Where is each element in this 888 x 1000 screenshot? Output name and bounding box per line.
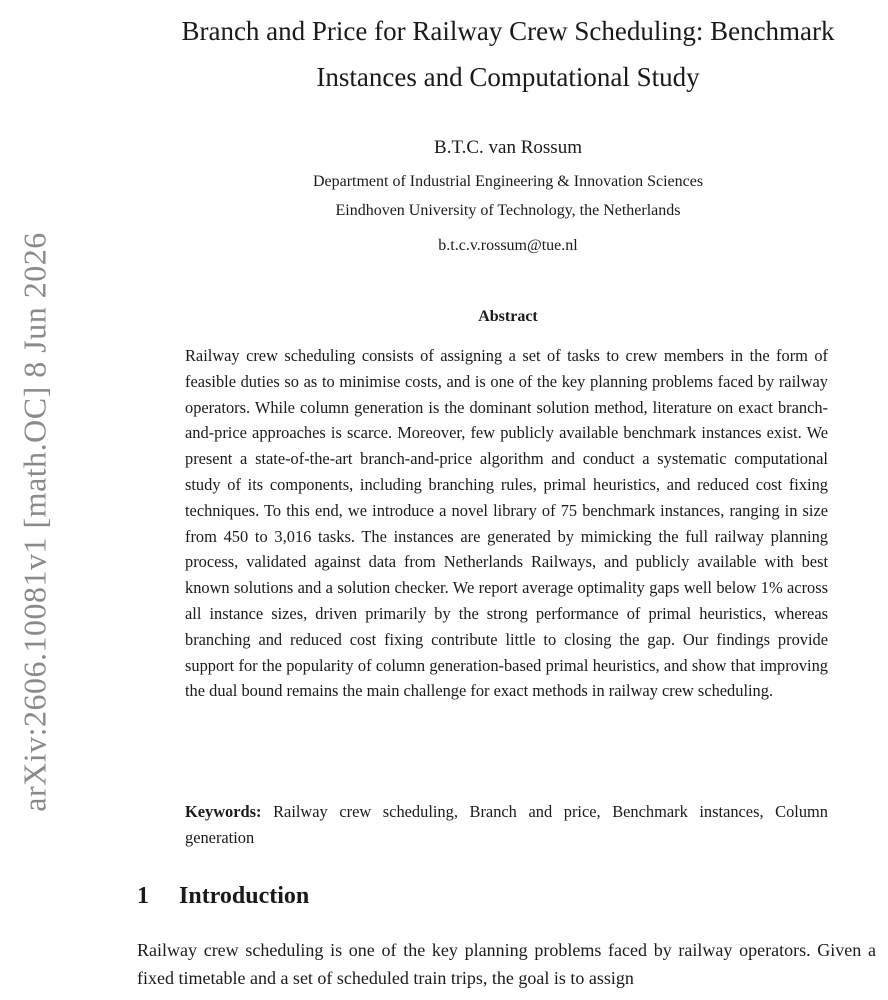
author-email: b.t.c.v.rossum@tue.nl: [438, 237, 578, 254]
abstract-text: Railway crew scheduling consists of assigning a set of tasks to crew members in the form of feasible duties so as to minimise costs, and is one of the key planning problems faced by railway operators. While column generation is the dominant solution method, literature on exact branch-and-price approaches is scarce. Moreover, few publicly available benchmark instances exist. We present a state-of-the-art branch-and-price algorithm and conduct a systematic computational study of its components, including branching rules, primal heuristics, and reduced cost fixing techniques. To this end, we introduce a novel library of 75 benchmark instances, ranging in size from 450 to 3,016 tasks. The instances are generated by mimicking the full railway planning process, validated against data from Netherlands Railways, and publicly available with best known solutions and a solution checker. We report average optimality gaps well below 1% across all instance sizes, driven primarily by the strong performance of primal heuristics, whereas branching and reduced cost fixing contribute little to closing the gap. Our findings provide support for the popularity of column generation-based primal heuristics, and show that improving the dual bound remains the main challenge for exact methods in railway crew scheduling.: [185, 346, 828, 701]
affiliation-university: Eindhoven University of Technology, the Netherlands: [335, 202, 681, 219]
abstract-heading: Abstract: [478, 308, 538, 325]
keywords-label: Keywords:: [185, 802, 262, 821]
affiliation-department: Department of Industrial Engineering & Innovation Sciences: [312, 173, 704, 190]
author-name: B.T.C. van Rossum: [434, 137, 582, 158]
introduction-text: Railway crew scheduling is one of the key planning problems faced by railway operators. Given a fixed timetable and a set of scheduled train trips, the goal is to assign: [137, 940, 876, 988]
section-heading: [137, 883, 309, 910]
section-number: 1: [137, 883, 149, 909]
arxiv-identifier: arXiv:2606.10081v1 [math.OC] 8 Jun 2026: [16, 232, 53, 812]
section-title: Introduction: [179, 883, 310, 909]
keywords-text: Railway crew scheduling, Branch and price, Benchmark instances, Column generation: [185, 802, 828, 847]
keywords: [185, 799, 828, 851]
paper-title: Branch and Price for Railway Crew Scheduling: Benchmark Instances and Computational Study: [181, 16, 835, 92]
